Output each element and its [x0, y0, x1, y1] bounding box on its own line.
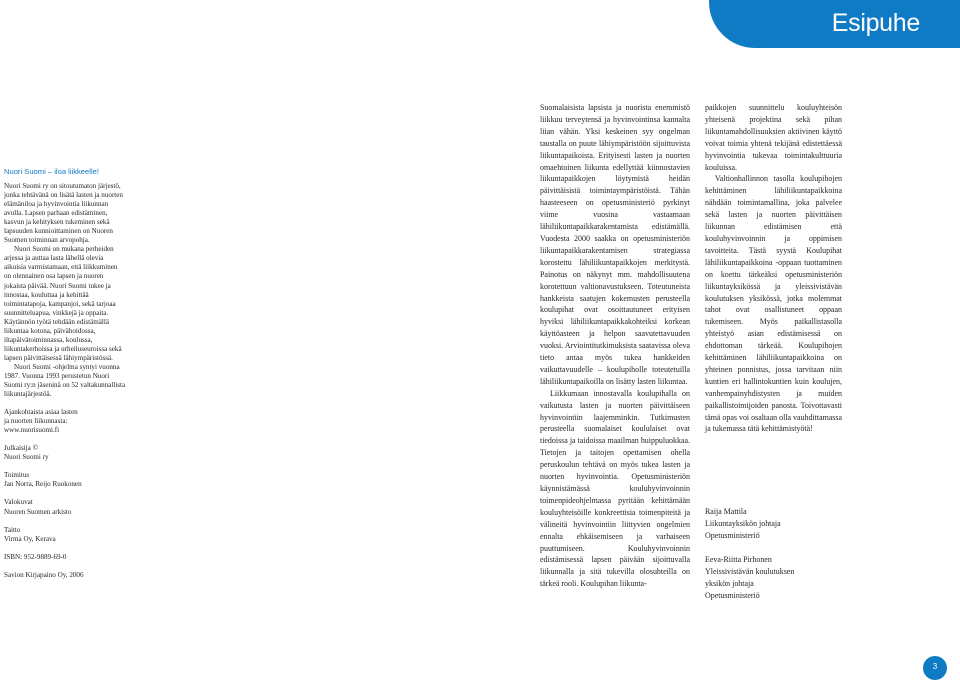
page-number-badge [923, 656, 947, 680]
contact-line: Ajankohtaista asiaa lasten [4, 408, 78, 417]
isbn: ISBN: 952-9889-69-0 [4, 552, 67, 561]
sidebar-paragraph: Nuori Suomi -ohjelma syntyi vuonna 1987. Vuonna 1993 perustetun Nuori Suomi ry:n jäseninä on 52 valtakunnallista liikuntajärjestöä. [4, 362, 126, 399]
colophon-value: Nuori Suomi ry [4, 453, 49, 462]
signer-title: yksikön johtaja [705, 578, 754, 588]
colophon-value: Nuoren Suomen arkisto [4, 507, 72, 516]
body-paragraph: Suomalaisista lapsista ja nuorista enemmistö liikkuu terveytensä ja hyvinvointinsa kannalta liian vähän. Yksi keskeinen syy ongelman taustalla on puute lähiympäristöön sijoittuvista liikuntapaikoista. Erityisesti lasten ja nuorten omaehtoinen liikunta edellyttää kiinnostavien liikuntapaikkojen löytymistä heidän päivittäisistä toimintaympäristöistä. Tähän haasteeseen on opetusministeriö pyrkinyt viime vuosina vastaamaan lähiliikuntapaikkarakentamista edistämällä. Vuodesta 2000 saakka on opetusministeriön liikuntapaikkarakentamisen strategiassa korostettu lähiliikuntapaikkojen merkitystä. Painotus on näkynyt mm. mahdollisuutena korotettuun valtionavustukseen. Toteutuneista hankkeista saatujen kokemusten perusteella koulupihat ovat osoittautuneet erityisen hyviksi lähiliikuntapaikkakohteiksi korkean käyttöasteen ja helpon saavutettavuuden vuoksi. Arviointitutkimuksista saatavissa oleva tieto antaa myös tukea hankkeiden vaikuttavuudelle – koulupiholle toteutetuilla lähiliikuntapaikoilla on lisätty lasten liikuntaa. [540, 103, 690, 386]
body-paragraph: Valtionhallinnon tasolla koulupihojen kehittäminen lähiliikuntapaikkoina nähdään toimintamallina, joka palvelee sekä lasten ja nuorten päivittäisen liikunnan edistämisen että kouluhyvinvoinnin ja oppimisen tavoitteita. Tästä syystä Koulupihat lähiliikuntapaikkoina -oppaan tuottaminen on koettu tärkeäksi opetusministeriön liikuntayksikössä ja yleissivistävän koulutuksen yksikössä, jotka molemmat tahot ovat osallistuneet oppaan tukemiseen. Myös paikallistasolla yhteistyö asian edistämisessä on ehdottoman tärkeää. Koulupihojen kehittäminen lähiliikuntapaikkoina on yhteinen ponnistus, jossa tarvitaan niin kuntien eri hallintokuntien kuin koulujen, vanhempainyhdistysten ja muiden paikallistoimijoiden panosta. Toivottavasti tämä opas voi osaltaan olla vauhdittamassa ja tukemassa tätä kehittämistyötä! [705, 174, 842, 434]
body-column-middle [540, 102, 690, 590]
signer-name: Eeva-Riitta Pirhonen [705, 555, 772, 565]
signer-title: Liikuntayksikön johtaja [705, 519, 781, 529]
body-paragraph: Liikkumaan innostavalla koulupihalla on vaikutusta lasten ja nuorten päivittäiseen hyvinvointiin laajemminkin. Tutkimusten perusteella suomalaiset koululaiset ovat tiedoissa ja taidoissa maailman huippuluokkaa. Tietojen ja taitojen opettamisen ohella peruskoulun tehtävä on myös tukea lasten ja nuorten hyvinvointia. Opetusministeriön käynnistämässä kouluhyvinvoinnin toimenpideohjelmassa pyritään kehittämään kouluyhteisöille konkreettisia toimenpiteitä ja välineitä hyvinvointiin liittyvien ongelmien ennalta ehkäisemiseen ja varhaiseen puuttumiseen. Kouluhyvinvoinnin edistämisessä lapsen päivään sijoittuvalla liikunnalla ja sitä tukevilla olosuhteilla on tärkeä rooli. Koulupihan liikunta- [540, 388, 690, 589]
sidebar-heading: Nuori Suomi – iloa liikkeelle! [4, 167, 99, 176]
signer-title: Yleissivistävän koulutuksen [705, 567, 795, 576]
header-tab [709, 0, 960, 48]
colophon-label: Julkaisija © [4, 444, 38, 453]
colophon-label: Taitto [4, 525, 21, 534]
page-title: Esipuhe [831, 9, 920, 37]
contact-url: www.nuorisuomi.fi [4, 426, 60, 435]
colophon-value: Virma Oy, Kerava [4, 534, 56, 543]
sidebar-paragraph: Nuori Suomi on mukana perheiden arjessa ja auttaa lasta lähellä olevia aikuisia varmistamaan, että liikkuminen on olennainen osa lapsen ja nuoren jokaista päivää. Nuori Suomi tukee ja innostaa, kouluttaa ja kehittää toimintatapoja, kampanjoi, sekä tarjoaa suunnitteluapua, vinkkejä ja oppaita. Käytännön työtä tehdään edistämällä liikuntaa kotona, päivähoidossa, iltapäivätoiminnassa, koulussa, liikuntakerhoissa ja urheiluseuroissa sekä lapsen päivittäisessä lähiympäristössä. [4, 245, 122, 362]
sidebar-column [4, 167, 126, 580]
signature-block [705, 554, 842, 602]
signer-org: Opetusministeriö [705, 590, 760, 600]
colophon-label: Valokuvat [4, 498, 33, 507]
colophon-value: Jan Norra, Reijo Ruokonen [4, 480, 82, 489]
printer: Savion Kirjapaino Oy, 2006 [4, 570, 84, 579]
body-column-right [705, 102, 842, 602]
sidebar-paragraph: Nuori Suomi ry on sitoutumaton järjestö, jonka tehtävänä on lisätä lasten ja nuorten elämäniloa ja hyvinvointia liikunnan avulla. Lapsen parhaan edistäminen, kasvun ja kehityksen tukeminen sekä lapsuuden kunnioittaminen on Nuoren Suomen toiminnan arvopohja. [4, 182, 123, 245]
page-number: 3 [932, 662, 938, 671]
signer-name: Raija Mattila [705, 507, 747, 517]
signer-org: Opetusministeriö [705, 531, 760, 541]
colophon-label: Toimitus [4, 471, 30, 480]
body-paragraph: paikkojen suunnittelu kouluyhteisön yhteisenä projektina sekä pihan liikuntamahdollisuuksien aktiivinen käyttö voivat toimia yhtenä tekijänä edistettäessä hyvinvointia tukevaa toimintakulttuuria kouluissa. [705, 103, 842, 172]
contact-line: ja nuorten liikunnasta: [4, 417, 68, 426]
signature-block [705, 506, 842, 542]
